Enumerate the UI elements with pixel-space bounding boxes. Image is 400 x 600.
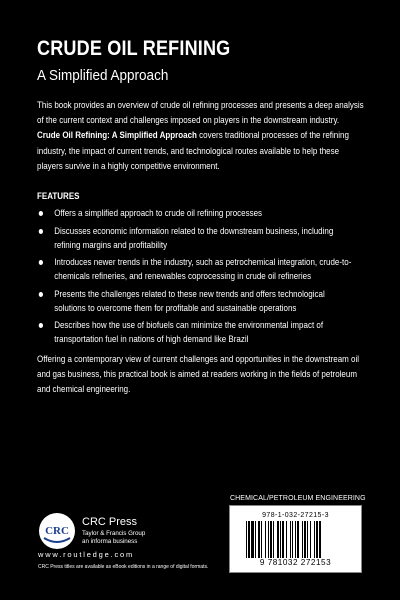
bullet-icon (39, 211, 43, 216)
isbn-barcode (229, 505, 362, 573)
feature-text: Offers a simplified approach to crude oil refining processes (54, 208, 263, 218)
bullet-icon (39, 260, 43, 265)
feature-item (37, 255, 355, 283)
book-subtitle: A Simplified Approach (37, 67, 169, 84)
feature-item (37, 318, 355, 346)
description-text-1: This book provides an overview of crude oil refining processes and presents a deep analysis of the current context and challenges imposed on players in the downstream industry. (37, 100, 364, 126)
book-title: CRUDE OIL REFINING (37, 37, 231, 60)
publisher-name: CRC Press (82, 516, 138, 528)
bullet-icon (39, 323, 43, 328)
feature-text: Discusses economic information related to the downstream business, including refining margins and profitability (54, 225, 334, 250)
logo-text: CRC (45, 525, 69, 537)
feature-text: Describes how the use of biofuels can minimize the environmental impact of transportation fuel in nations of high demand like Brazil (54, 320, 324, 344)
bullet-icon (39, 292, 43, 297)
publisher-group: Taylor & Francis Group (82, 530, 146, 537)
barcode-digits: 9 781032 272153 (259, 558, 332, 567)
publisher-website: www.routledge.com (38, 550, 135, 559)
feature-text: Introduces newer trends in the industry, such as petrochemical integration, crude-to-chemicals refineries, and renewables coprocessing in crude oil refineries (54, 257, 352, 281)
feature-item (37, 287, 355, 315)
feature-text: Presents the challenges related to these new trends and offers technological solutions to overcome them for profitable and sustainable operations (54, 288, 325, 313)
bullet-icon (39, 229, 43, 234)
ebook-note: CRC Press titles are available as eBook editions in a range of digital formats. (38, 564, 209, 570)
feature-item (37, 206, 355, 220)
crc-press-logo (38, 512, 76, 550)
closing-paragraph: Offering a contemporary view of current challenges and opportunities in the downstream oil and gas business, this practical book is aimed at readers working in the fields of petroleum and chemical engineering. (37, 354, 360, 395)
description-text-2: covers traditional processes of the refining industry, the impact of current trends, and technological routes available to help these players survive in a highly competitive environment. (37, 130, 349, 171)
features-heading: FEATURES (37, 191, 80, 201)
description-bold-title: Crude Oil Refining: A Simplified Approach (37, 130, 197, 141)
subject-category: CHEMICAL/PETROLEUM ENGINEERING (230, 495, 366, 502)
features-list (37, 206, 355, 350)
publisher-business: an informa business (82, 538, 138, 545)
barcode-icon (246, 521, 346, 558)
feature-item (37, 224, 355, 252)
isbn-number: 978-1-032-27215-3 (262, 512, 329, 519)
book-description (37, 98, 364, 174)
